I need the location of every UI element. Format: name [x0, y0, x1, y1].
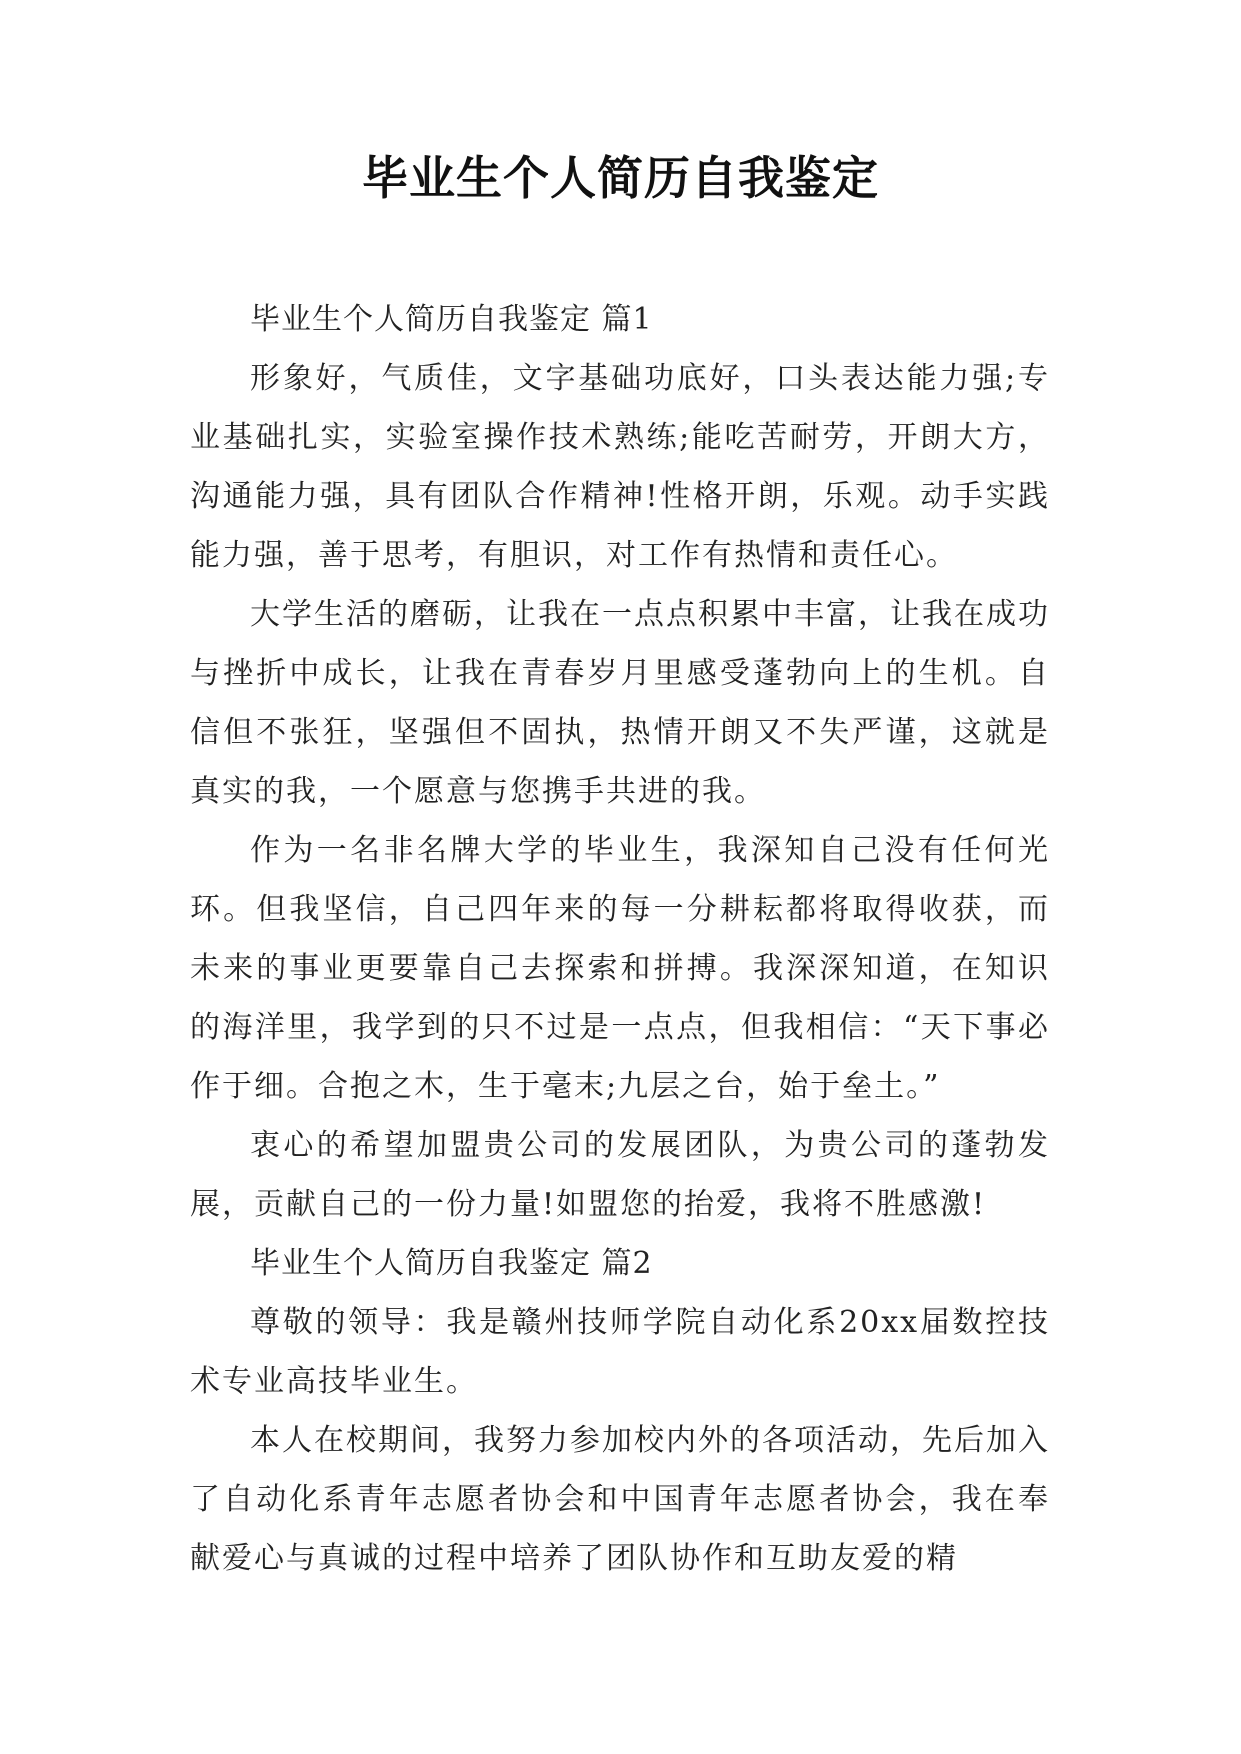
paragraph: 本人在校期间，我努力参加校内外的各项活动，先后加入了自动化系青年志愿者协会和中国青年志愿者协会，我在奉献爱心与真诚的过程中培养了团队协作和互助友爱的精 [190, 1423, 1050, 1576]
section-heading-2: 毕业生个人简历自我鉴定 篇2 [250, 1246, 653, 1281]
document-body [190, 290, 1050, 1588]
document-title: 毕业生个人简历自我鉴定 [362, 151, 879, 205]
paragraph: 尊敬的领导：我是赣州技师学院自动化系20xx届数控技术专业高技毕业生。 [190, 1305, 1050, 1399]
paragraph: 形象好，气质佳，文字基础功底好，口头表达能力强;专业基础扎实，实验室操作技术熟练;能吃苦耐劳，开朗大方，沟通能力强，具有团队合作精神!性格开朗，乐观。动手实践能力强，善于思考，有胆识，对工作有热情和责任心。 [190, 361, 1050, 573]
paragraph: 作为一名非名牌大学的毕业生，我深知自己没有任何光环。但我坚信，自己四年来的每一分耕耘都将取得收获，而未来的事业更要靠自己去探索和拼搏。我深深知道，在知识的海洋里，我学到的只不过是一点点，但我相信：“天下事必作于细。合抱之木，生于毫末;九层之台，始于垒土。” [190, 833, 1050, 1104]
paragraph: 大学生活的磨砺，让我在一点点积累中丰富，让我在成功与挫折中成长，让我在青春岁月里感受蓬勃向上的生机。自信但不张狂，坚强但不固执，热情开朗又不失严谨，这就是真实的我，一个愿意与您携手共进的我。 [190, 597, 1050, 809]
paragraph: 衷心的希望加盟贵公司的发展团队，为贵公司的蓬勃发展，贡献自己的一份力量!如盟您的抬爱，我将不胜感激! [190, 1128, 1050, 1222]
section-heading-1: 毕业生个人简历自我鉴定 篇1 [250, 302, 653, 337]
